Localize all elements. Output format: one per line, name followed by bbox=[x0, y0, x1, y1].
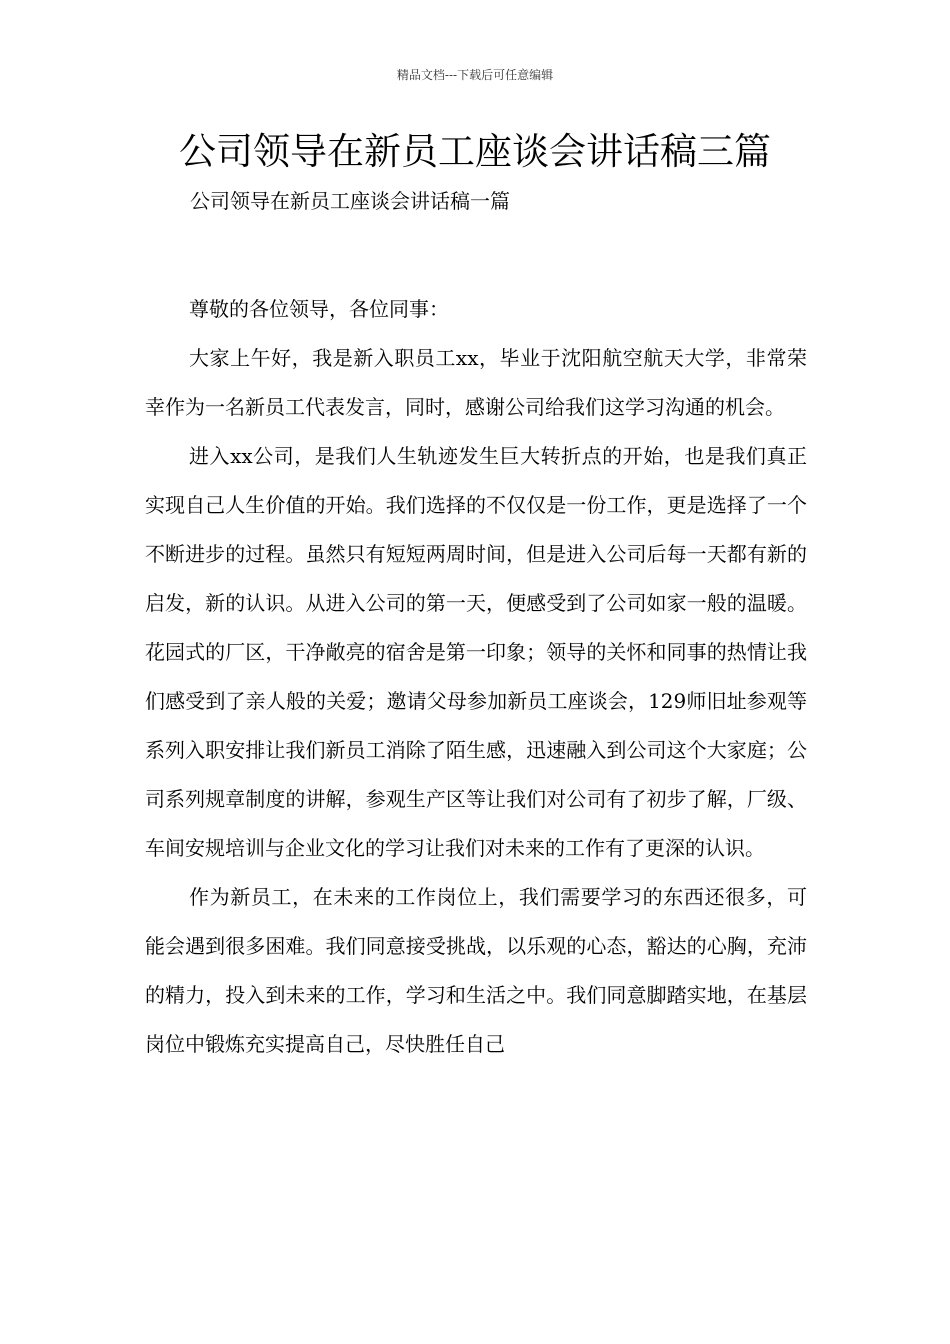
paragraph: 大家上午好，我是新入职员工xx，毕业于沈阳航空航天大学，非常荣幸作为一名新员工代表发言，同时，感谢公司给我们这学习沟通的机会。 bbox=[145, 346, 807, 419]
page-header: 精品文档---下载后可任意编辑 bbox=[396, 68, 554, 82]
paragraph-greeting: 尊敬的各位领导，各位同事： bbox=[189, 297, 449, 321]
paragraph: 作为新员工，在未来的工作岗位上，我们需要学习的东西还很多，可能会遇到很多困难。我们同意接受挑战，以乐观的心态，豁达的心胸，充沛的精力，投入到未来的工作，学习和生活之中。我们同意脚踏实地，在基层岗位中锻炼充实提高自己，尽快胜任自己 bbox=[145, 885, 807, 1056]
document-body bbox=[145, 285, 807, 1069]
document-title: 公司领导在新员工座谈会讲话稿三篇 bbox=[179, 130, 771, 173]
document-subtitle: 公司领导在新员工座谈会讲话稿一篇 bbox=[190, 189, 510, 213]
paragraph: 进入xx公司，是我们人生轨迹发生巨大转折点的开始，也是我们真正实现自己人生价值的开始。我们选择的不仅仅是一份工作，更是选择了一个不断进步的过程。虽然只有短短两周时间，但是进入公司后每一天都有新的启发，新的认识。从进入公司的第一天，便感受到了公司如家一般的温暖。花园式的厂区，干净敞亮的宿舍是第一印象；领导的关怀和同事的热情让我们感受到了亲人般的关爱；邀请父母参加新员工座谈会，129师旧址参观等系列入职安排让我们新员工消除了陌生感，迅速融入到公司这个大家庭；公司系列规章制度的讲解，参观生产区等让我们对公司有了初步了解，厂级、车间安规培训与企业文化的学习让我们对未来的工作有了更深的认识。 bbox=[145, 444, 807, 860]
